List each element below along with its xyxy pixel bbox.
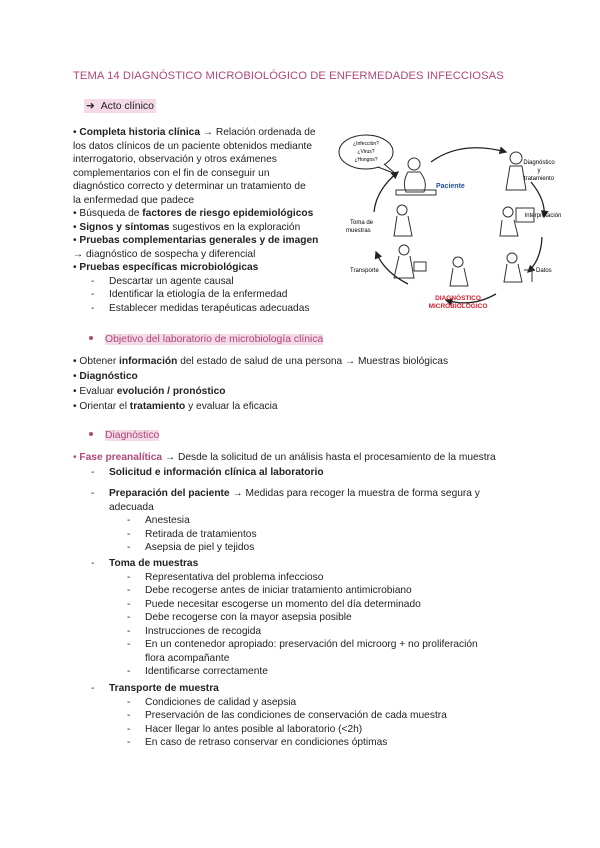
- arrow-icon: ➜: [86, 101, 95, 112]
- label-datos: Datos: [536, 268, 552, 274]
- list-item: Debe recogerse antes de iniciar tratamiento antimicrobiano: [145, 585, 412, 596]
- list-item: Retirada de tratamientos: [145, 528, 257, 540]
- text: del estado de salud de una persona → Muestras biológicas: [177, 356, 449, 367]
- label-diagnostico-micro: DIAGNÓSTICO: [435, 295, 481, 302]
- bold-text: tratamiento: [129, 401, 186, 412]
- label-diagnostico: Diagnóstico: [523, 160, 555, 166]
- objetivo-heading-text: Objetivo del laboratorio de microbiología clínica: [105, 334, 324, 345]
- bold-text: Transporte de muestra: [109, 683, 219, 694]
- bullet-dot: [89, 432, 93, 436]
- bold-text: Solicitud e información clínica al laboratorio: [109, 467, 324, 478]
- list-item: Debe recogerse con la mayor asepsia posible: [145, 612, 352, 623]
- intro-line-3: interrogatorio, observación y otros exámenes: [73, 154, 277, 165]
- dash: -: [127, 528, 131, 540]
- objetivo-line-2: • Diagnóstico: [73, 371, 138, 382]
- bubble-line: ¿Virus?: [357, 149, 375, 155]
- fase-preanalitica: • Fase preanalítica → Desde la solicitud de un análisis hasta el procesamiento de la muestra: [73, 452, 496, 463]
- dash: -: [127, 585, 131, 596]
- list-item: Preservación de las condiciones de conservación de cada muestra: [145, 710, 447, 721]
- list-item: Representativa del problema infeccioso: [145, 571, 324, 583]
- dash: -: [91, 302, 95, 314]
- dash: -: [127, 612, 131, 623]
- list-item: Descartar un agente causal: [109, 275, 234, 287]
- page-title: TEMA 14 DIAGNÓSTICO MICROBIOLÓGICO DE ENFERMEDADES INFECCIOSAS: [73, 70, 504, 82]
- bold-text: información: [119, 356, 178, 367]
- sampling-figure: [394, 205, 412, 236]
- dash: -: [127, 542, 131, 553]
- interpretation-figure: [500, 207, 534, 236]
- label-paciente: Paciente: [436, 183, 465, 190]
- preparacion-cont: adecuada: [109, 501, 154, 513]
- text: • Búsqueda de: [73, 208, 143, 219]
- dash: -: [127, 625, 131, 637]
- doctor-figure: [506, 152, 526, 190]
- dash: -: [91, 275, 95, 287]
- diagnostic-cycle-diagram: [336, 112, 568, 318]
- intro-bullet-signos: • Signos y síntomas sugestivos en la exploración: [73, 221, 301, 233]
- dash: -: [91, 289, 95, 300]
- label-y: y: [537, 168, 541, 174]
- list-item: Establecer medidas terapéuticas adecuadas: [109, 302, 310, 314]
- dash: -: [91, 558, 95, 569]
- dash: -: [127, 571, 131, 583]
- bold-text: Pruebas complementarias generales y de imagen: [79, 235, 319, 246]
- patient-figure: [396, 158, 436, 195]
- diagnostico-heading-text: Diagnóstico: [105, 430, 160, 441]
- list-item: Anestesia: [145, 515, 190, 526]
- dash: -: [127, 737, 131, 748]
- text: y evaluar la eficacia: [185, 401, 278, 412]
- text: • Orientar el: [73, 401, 130, 412]
- dash: -: [127, 639, 131, 650]
- objetivo-line-4: [73, 400, 278, 413]
- label-interpretacion: Interpretación: [524, 213, 562, 219]
- list-item: Instrucciones de recogida: [145, 625, 262, 637]
- text: sugestivos en la exploración: [169, 221, 301, 233]
- bubble-line: ¿Infección?: [353, 141, 379, 147]
- text: → Desde la solicitud de un análisis hasta el procesamiento de la muestra: [162, 452, 496, 463]
- transport-figure: [394, 245, 426, 278]
- list-item: Hacer llegar lo antes posible al laboratorio (<2h): [145, 723, 363, 735]
- dash: -: [127, 723, 131, 735]
- dash: -: [127, 515, 131, 526]
- bullet: •: [73, 127, 77, 138]
- list-item: Puede necesitar escogerse un momento del día determinado: [145, 598, 421, 610]
- intro-line-4: complementarios con el fin de conseguir un: [73, 167, 270, 179]
- lab-figure: [504, 253, 532, 282]
- acto-clinico-heading: [84, 99, 156, 113]
- bold-text: Pruebas específicas microbiológicas: [79, 262, 259, 273]
- label-microbiologico: MICROBIOLÓGICO: [428, 303, 488, 310]
- intro-rest: → Relación ordenada de: [200, 127, 316, 138]
- toma-item: [109, 557, 198, 570]
- bold-text: Toma de muestras: [109, 558, 199, 569]
- label-muestras: muestras: [346, 228, 371, 234]
- objetivo-line-3: [73, 385, 225, 398]
- list-item: Identificarse correctamente: [145, 666, 268, 677]
- bold-text: Signos y síntomas: [79, 221, 170, 233]
- list-item: Asepsia de piel y tejidos: [145, 542, 255, 553]
- text: • Obtener: [73, 356, 120, 367]
- intro-bullet-pruebas-especificas: • Pruebas específicas microbiológicas: [73, 262, 259, 273]
- lab-tech-figure: [450, 257, 468, 286]
- solicitud-item: [109, 466, 324, 479]
- intro-line-5: diagnóstico correcto y determinar un tratamiento de: [73, 181, 306, 192]
- list-item-cont: flora acompañante: [145, 652, 230, 664]
- dash: -: [127, 696, 131, 708]
- intro-bold: Completa historia clínica: [79, 127, 201, 138]
- text: • Evaluar: [73, 386, 117, 397]
- text: → Medidas para recoger la muestra de forma segura y: [229, 488, 480, 499]
- bubble-line: ¿Hongos?: [354, 157, 378, 163]
- cycle-arrows: [374, 148, 544, 303]
- dash: -: [91, 683, 95, 694]
- fase-bold: Fase preanalítica: [79, 452, 163, 463]
- intro-bullet-factores: [73, 207, 313, 220]
- diagnostico-heading: [89, 430, 159, 441]
- intro-line-6: la enfermedad que padece: [73, 194, 195, 206]
- objetivo-heading: [89, 334, 323, 345]
- transporte-item: [109, 682, 219, 695]
- intro-line-1: [73, 126, 316, 139]
- intro-line-2: los datos clínicos de un paciente obtenidos mediante: [73, 140, 312, 152]
- label-transporte: Transporte: [350, 268, 379, 274]
- list-item: Identificar la etiología de la enfermedad: [109, 289, 288, 300]
- label-tratamiento: tratamiento: [523, 176, 555, 182]
- list-item: Condiciones de calidad y asepsia: [145, 696, 297, 708]
- objetivo-line-1: [73, 355, 448, 368]
- bold-text: Preparación del paciente: [109, 488, 230, 499]
- dash: -: [127, 666, 131, 677]
- acto-clinico-label: Acto clínico: [100, 101, 154, 112]
- label-toma: Toma de: [350, 220, 374, 226]
- question-bubble: [339, 135, 396, 174]
- bold-text: factores de riesgo epidemiológicos: [142, 208, 314, 219]
- dash: -: [91, 467, 95, 478]
- dash: -: [127, 710, 131, 721]
- preparacion-item: [109, 487, 480, 500]
- list-item: En un contenedor apropiado: preservación del microorg + no proliferación: [145, 639, 478, 650]
- bullet-dot: [89, 336, 93, 340]
- intro-sospecha: → diagnóstico de sospecha y diferencial: [73, 248, 256, 260]
- intro-bullet-pruebas-generales: • Pruebas complementarias generales y de imagen: [73, 235, 319, 246]
- dash: -: [127, 598, 131, 610]
- bold-text: Diagnóstico: [79, 371, 138, 382]
- list-item: En caso de retraso conservar en condiciones óptimas: [145, 737, 388, 748]
- bold-text: evolución / pronóstico: [116, 386, 226, 397]
- dash: -: [91, 488, 95, 499]
